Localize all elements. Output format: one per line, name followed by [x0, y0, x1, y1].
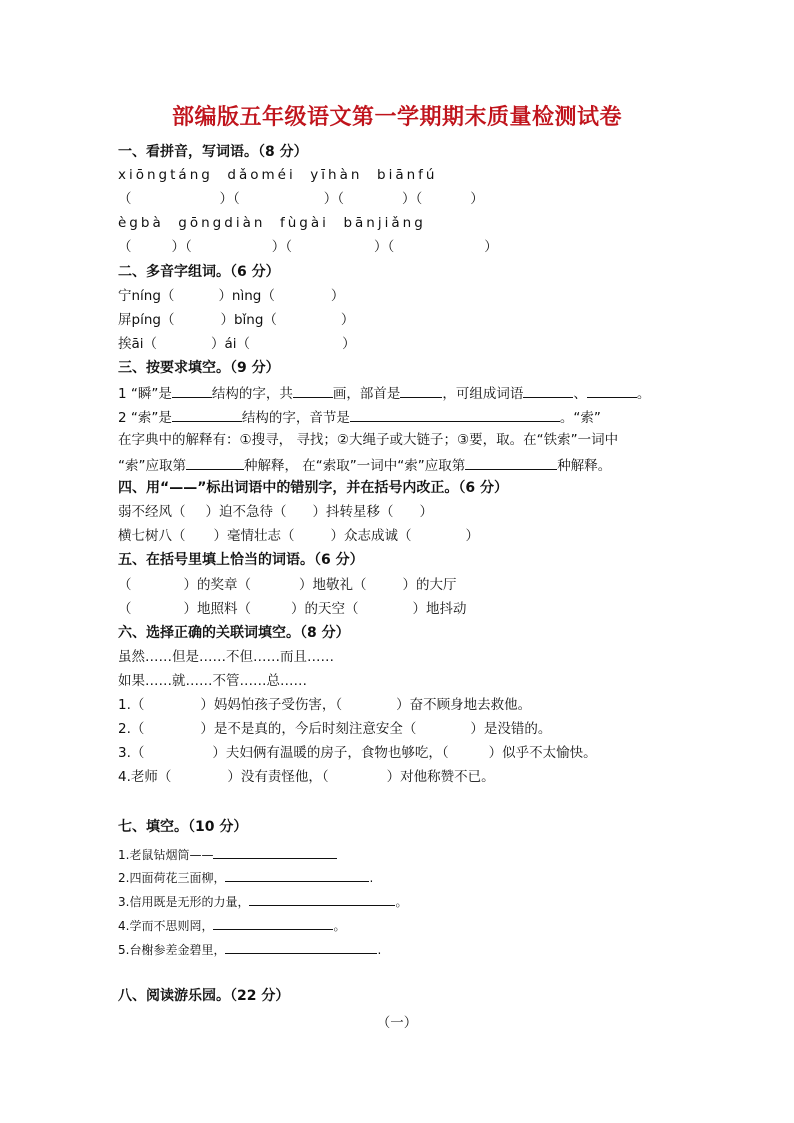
polyphone-2a: 屏píng（ — [118, 312, 175, 328]
cq1b: ）妈妈怕孩子受伤害，（ — [200, 697, 343, 713]
idiom-1-text: 1.老鼠钻烟筒—— — [118, 848, 214, 862]
fill-question-2[interactable] — [118, 407, 601, 427]
polyphone-3b: ）ái（ — [211, 336, 251, 352]
quote-fill-4[interactable] — [118, 915, 345, 935]
word-1a: （ — [118, 577, 132, 593]
section-7-heading: 七、填空。（10 分） — [118, 819, 248, 835]
fill-question-2-line-3[interactable] — [118, 455, 611, 475]
cq1c: ）奋不顾身地去救他。 — [396, 697, 532, 713]
polyphone-2c: ） — [340, 312, 355, 328]
typo-2a: 横七树八（ — [118, 528, 186, 544]
conjunction-question-1[interactable] — [118, 696, 531, 714]
q1-part-e: 、 — [573, 386, 587, 402]
typo-1d: ） — [419, 504, 433, 520]
section-5-heading: 五、在括号里填上恰当的词语。（6 分） — [118, 552, 364, 568]
poem-fill-5[interactable] — [118, 939, 381, 959]
section-6-heading: 六、选择正确的关联词填空。（8 分） — [118, 625, 350, 641]
q2-part-c: 。“索” — [559, 410, 601, 426]
typo-1b: ）迫不急待（ — [205, 504, 287, 520]
poem-2-end: . — [369, 871, 374, 885]
pinyin-row-1-text: xiōngtáng dǎoméi yīhàn biānfú — [118, 167, 438, 183]
quote-3-end: 。 — [395, 895, 408, 909]
polyphone-3a: 挨āi（ — [118, 336, 158, 352]
polyphone-1c: ） — [330, 288, 345, 304]
blank[interactable] — [186, 455, 244, 470]
blank[interactable] — [293, 383, 333, 398]
blank[interactable] — [350, 407, 560, 422]
poem-fill-2[interactable] — [118, 867, 373, 887]
typo-row-2[interactable] — [118, 527, 479, 545]
conjunction-options-2: 如果……就……不管……总…… — [118, 673, 307, 689]
pinyin-row-1 — [118, 166, 437, 184]
answer-brackets-row-2[interactable]: （ ）（ ）（ ）（ ） — [118, 239, 498, 255]
word-1b: ）的奖章（ — [183, 577, 251, 593]
conjunction-question-3[interactable] — [118, 744, 597, 762]
blank[interactable] — [225, 867, 369, 882]
quote-fill-3[interactable] — [118, 891, 407, 911]
reading-part-1-label: （一） — [376, 1015, 418, 1031]
q2-part-b: 结构的字，音节是 — [241, 410, 350, 426]
exam-title: 部编版五年级语文第一学期期末质量检测试卷 — [171, 104, 622, 130]
blank[interactable] — [172, 383, 212, 398]
polyphone-3c: ） — [342, 336, 356, 352]
typo-2b: ）毫情壮志（ — [213, 528, 295, 544]
section-4-heading: 四、用“——”标出词语中的错别字，并在括号内改正。（6 分） — [118, 480, 509, 496]
word-2c: ）的天空（ — [291, 601, 359, 617]
blank[interactable] — [213, 844, 337, 859]
cq2a: 2.（ — [118, 721, 145, 737]
word-2a: （ — [118, 601, 132, 617]
polyphone-row-2[interactable] — [118, 311, 354, 329]
cq4c: ）对他称赞不已。 — [386, 769, 495, 785]
polyphone-row-3[interactable] — [118, 335, 356, 353]
poem-5-end: . — [377, 943, 382, 957]
typo-2c: ）众志成诚（ — [330, 528, 412, 544]
q1-part-a: 1 “瞬”是 — [118, 386, 172, 402]
conjunction-question-4[interactable] — [118, 768, 495, 786]
quote-4-end: 。 — [333, 919, 346, 933]
blank[interactable] — [587, 383, 637, 398]
blank[interactable] — [225, 939, 377, 954]
blank[interactable] — [249, 891, 395, 906]
polyphone-2b: ）bǐng（ — [220, 312, 277, 328]
fill-question-2-line-2: 在字典中的解释有：①搜寻， 寻找；②大绳子或大链子；③要，取。在“铁索”一词中 — [118, 432, 619, 448]
q1-part-f: 。 — [636, 386, 651, 402]
cq3a: 3.（ — [118, 745, 145, 761]
quote-4-text: 4.学而不思则罔， — [118, 919, 214, 933]
pinyin-row-2-text: ègbà gōngdiàn fùgài bānjiǎng — [118, 215, 426, 231]
pinyin-row-2 — [118, 214, 426, 232]
blank[interactable] — [172, 407, 242, 422]
typo-1a: 弱不经风（ — [118, 504, 186, 520]
cq2b: ）是不是真的，今后时刻注意安全（ — [200, 721, 417, 737]
word-2d: ）地抖动 — [412, 601, 467, 617]
q2-part-f: 种解释， 在“索取”一词中“索”应取第 — [244, 458, 466, 474]
word-2b: ）地照料（ — [183, 601, 251, 617]
blank[interactable] — [465, 455, 557, 470]
cq3c: ）似乎不太愉快。 — [488, 745, 597, 761]
blank[interactable] — [213, 915, 333, 930]
q1-part-c: 画，部首是 — [332, 386, 401, 402]
cq4b: ）没有责怪他，（ — [227, 769, 329, 785]
blank[interactable] — [523, 383, 573, 398]
section-2-heading: 二、多音字组词。（6 分） — [118, 264, 280, 280]
typo-1c: ）抖转星移（ — [312, 504, 394, 520]
conjunction-options-1: 虽然……但是……不但……而且…… — [118, 649, 334, 665]
polyphone-row-1[interactable] — [118, 287, 344, 305]
cq4a: 4.老师（ — [118, 769, 172, 785]
q2-part-g: 种解释。 — [557, 458, 612, 474]
cq3b: ）夫妇俩有温暖的房子，食物也够吃，（ — [212, 745, 449, 761]
blank[interactable] — [400, 383, 442, 398]
typo-row-1[interactable] — [118, 503, 433, 521]
word-fill-row-2[interactable] — [118, 600, 467, 618]
q1-part-d: ，可组成词语 — [442, 386, 524, 402]
word-fill-row-1[interactable] — [118, 576, 457, 594]
poem-2-text: 2.四面荷花三面柳， — [118, 871, 226, 885]
typo-2d: ） — [465, 528, 479, 544]
section-3-heading: 三、按要求填空。（9 分） — [118, 360, 280, 376]
cq1a: 1.（ — [118, 697, 145, 713]
q1-part-b: 结构的字，共 — [211, 386, 293, 402]
section-8-heading: 八、阅读游乐园。（22 分） — [118, 988, 290, 1004]
fill-question-1[interactable] — [118, 383, 650, 403]
conjunction-question-2[interactable] — [118, 720, 551, 738]
word-1c: ）地敬礼（ — [299, 577, 367, 593]
q2-part-a: 2 “索”是 — [118, 410, 172, 426]
polyphone-1a: 宁níng（ — [118, 288, 175, 304]
quote-3-text: 3.信用既是无形的力量， — [118, 895, 250, 909]
word-1d: ）的大厅 — [402, 577, 457, 593]
q2-part-e: “索”应取第 — [118, 458, 186, 474]
answer-brackets-row-1[interactable]: （ ）（ ）（ ）（ ） — [118, 191, 484, 207]
cq2c: ）是没错的。 — [470, 721, 552, 737]
polyphone-1b: ）nìng（ — [218, 288, 275, 304]
idiom-fill-1[interactable] — [118, 844, 337, 864]
poem-5-text: 5.台榭参差金碧里， — [118, 943, 226, 957]
section-1-heading: 一、看拼音，写词语。（8 分） — [118, 144, 308, 160]
